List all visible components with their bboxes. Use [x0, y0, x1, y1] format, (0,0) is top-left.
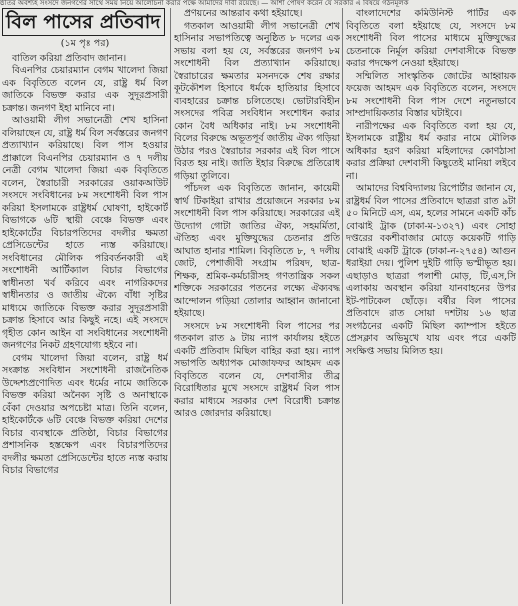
paragraph: নারীপক্ষের এক বিবৃতিতে বলা হয় যে, ইসলামকে রাষ্ট্রীয় ধর্ম করার নামে মৌলিক অধিকার হরণ করিয়া মহিলাদের কোণঠাসা করার প্রক্রিয়া দেশবাসী কিছুতেই মানিয়া লইবে না। [346, 120, 516, 182]
headline-text: বিল পাসের প্রতিবাদ [2, 8, 165, 36]
paragraph: আমাদের বিশ্ববিদ্যালয় রিপোর্টার জানান যে, রাষ্ট্রধর্ম বিল পাসের প্রতিবাদে ছাত্ররা রাত ৯টা ৫০ মিনিটে এস, এম, হলের সামনে একটি কাঁচ বোঝাই ট্রাক (ঢাকা-ম-১৩২৭) এবং সোহা দপ্তরের বকশীবাজার মোড়ে কয়েকটি গাড়ি বোঝাই একটি ট্রাকে (ঢাকা-ন-২৭৫৪) আগুন ধরাইয়া দেয়। পুলিশ দুইটি গাড়ি ভস্মীভূত হয়। এছাড়াও ছাত্ররা পলাশী মোড়, টি,এস,সি এলাকায় অবস্থান করিয়া যানবাহনের উপর ইট-পাটকেল ছোঁড়ে। বর্ষীর বিল পাসের প্রতিবাদে রাত সোয়া দশটায় ১৬ ছাত্র সংগঠনের একটি মিছিল ক্যাম্পাস হইতে প্রেসক্লাব অভিমুখে যায় এবং পরে একটি সংক্ষিপ্ত সভায় মিলিত হয়। [346, 183, 516, 357]
paragraph: সম্মিলিত সাংস্কৃতিক জোটের আহ্বায়ক ফয়েজ আহমদ এক বিবৃতিতে বলেন, সংসদে ৮ম সংশোধনী বিল পাস দেশে নতুনভাবে সাম্প্রদায়িকতার বিস্তার ঘটাইবে। [346, 70, 516, 119]
paragraph: বিএনপির চেয়ারম্যান বেগম খালেদা জিয়া এক বিবৃতিতে বলেন যে, রাষ্ট্র ধর্ম বিল জাতিকে বিভক্ত করার এক সুদূরপ্রসারী চক্রান্ত। জনগণ ইহা মানিবে না। [2, 65, 168, 114]
top-cutoff-text: ষ্ঠতির অবশ্যই সংসদে জনগণের সাথে সময় নিয়ে আলোচনা করার পক্ষে আমাদের দাবী রয়েছে। — আশা পোষণ করেন যে সরকার এ বিষয়ে গঠনমূলক [0, 0, 409, 7]
paragraph: প্রণয়নের আন্তরাব কথা হইয়াছে। [184, 8, 303, 19]
paragraph: বেগম খালেদা জিয়া বলেন, রাষ্ট্র ধর্ম সংক্রান্ত সংবিধান সংশোধনী রাজনৈতিক উদ্দেশ্যপ্রণোদিত এবং ধর্মের নামে জাতিকে বিভক্ত করিয়া অনৈক্য সৃষ্টি ও অনাস্থাকে বেঁকা দেওয়ার অপচেষ্টা মাত্র। তিনি বলেন, হাইকোর্টকে ৬টি বেঞ্চে বিভক্ত করিয়া দেশের বিচার ব্যবস্থাকে প্রতিষ্ঠা, বিচার বিভাগের প্রশাসনিক হস্তক্ষেপ এবং বিচারপতিদের বদলীর ক্ষমতা প্রেসিডেন্টের হাতে ন্যস্ত করায় বিচার বিভাগের [2, 352, 168, 476]
paragraph: বাংলাদেশের কমিউনিস্ট পার্টির এক বিবৃতিতে বলা হইয়াছে যে, সংসদে ৮ম সংশোধনী বিল পাসের মাধ্যমে মুক্তিযুদ্ধের চেতনাকে নির্মূল করিয়া দেশবাসীকে বিভক্ত করার পদক্ষেপ নেওয়া হইয়াছে। [346, 8, 516, 69]
paragraph: গতকাল আওয়ামী লীগ সভানেত্রী শেখ হাসিনার সভাপতিত্বে অনুষ্ঠিত ৮ দলের এক সভায় বলা হয় যে, সর্বস্তরের জনগণ ৮ম সংশোধনী বিল প্রত্যাখ্যান করিয়াছে। স্বৈরাচারের ক্ষমতার মসনদকে শেষ রক্ষার কূটকৌশল হিসাবে ধর্মকে হাতিয়ার হিসাবে ব্যবহারের চক্রান্ত চলিতেছে। ভোটারবিহীন সংসদের পবিত্র সংবিধান সংশোধন করার কোন বৈধ অধিকার নাই। ৮ম সংশোধনী বিলের বিরুদ্ধে অভূতপূর্ব জাতীয় ঐক্য গড়িয়া উঠার পরও স্বৈরাচার সরকার এই বিল পাসে বিরত হয় নাই। জাতি ইহার বিরুদ্ধে প্রতিরোধ গড়িয়া তুলিবে। [174, 20, 340, 182]
paragraph: সংসদে ৮ম সংশোধনী বিল পাসের পর গতকাল রাত ৯ টায় ন্যাপ কার্যালয় হইতে একটি প্রতিবাদ মিছিল বাহির করা হয়। ন্যাপ সভাপতি অধ্যাপক মোজাফফর আহমদ এক বিবৃতিতে বলেন যে, দেশবাসীর তীব্র বিরোধিতার মুখে সংসদে রাষ্ট্রধর্ম বিল পাস করার মাধ্যমে সরকার দেশ বিরোধী চক্রান্ত আরও জোরদার করিয়াছে। [174, 320, 340, 419]
article-column-2 [174, 8, 340, 604]
continued-marker: (১ম পৃঃ পর) [60, 38, 110, 49]
article-column-3 [346, 8, 516, 604]
paragraph: পাঁচদল এক বিবৃতিতে জানান, কায়েমী স্বার্থ টিকাইয়া রাখার প্রয়োজনে সরকার ৮ম সংশোধনী বিল পাস করিয়াছে। সরকারের এই উদ্যোগ গোটা জাতির ঐক্য, সহমর্মিতা, ঐতিহ্য এবং মুক্তিযুদ্ধের চেতনার প্রতি আঘাত হানার শামিল। বিবৃতিতে ৮, ৭ দলীয় জোট, পেশাজীবী সংগ্রাম পরিষদ, ছাত্র-শিক্ষক, শ্রমিক-কর্মচারীসহ গণতান্ত্রিক সকল শক্তিকে সরকারের পতনের লক্ষ্যে ঐক্যবদ্ধ আন্দোলন গড়িয়া তোলার আহ্বান জানানো হইয়াছে। [174, 183, 340, 319]
article-headline [2, 8, 168, 36]
article-column-1 [2, 8, 168, 604]
paragraph: বাতিল করিয়া প্রতিবাদ জানান। [12, 52, 127, 64]
paragraph: আওয়ামী লীগ সভানেত্রী শেখ হাসিনা বলিয়াছেন যে, রাষ্ট্র ধর্ম বিল সর্বস্তরের জনগণ প্রত্যাখ্যান করিয়াছে। বিল পাস হওয়ার প্রাক্কালে বিএনপির চেয়ারম্যান ও ৭ দলীয় নেত্রী বেগম খালেদা জিয়া এক বিবৃতিতে বলেন, স্বৈরাচারী সরকারের ওয়াকআউট সংসদে সংবিধানের ৮ম সংশোধনী বিল পাস করিয়া ইসলামকে রাষ্ট্রধর্ম ঘোষণা, হাইকোর্ট বিভাগকে ৬টি স্থায়ী বেঞ্চে বিভক্ত এবং হাইকোর্টের বিচারপতিদের বদলীর ক্ষমতা প্রেসিডেন্টের হাতে ন্যস্ত করিয়াছে। সংবিধানের মৌলিক পরিবর্তনকারী এই সংশোধনী আর্টিক্যাল বিচার বিভাগের স্বাধীনতা খর্ব করিবে এবং নাগরিকদের স্বাধীনতার ও জাতীয় ঐক্যে বাঁধা সৃষ্টির মাধ্যমে জাতিকে বিভক্ত করার সুদূরপ্রসারী চক্রান্ত হিসাবে আর কিছুই নহে। এই সংসদে গৃহীত কোন আইন বা সংবিধানের সংশোধনী জনগণের নিকট গ্রহণযোগ্য হইবে না। [2, 115, 168, 351]
column-rule [342, 8, 343, 604]
column-rule [170, 8, 171, 604]
